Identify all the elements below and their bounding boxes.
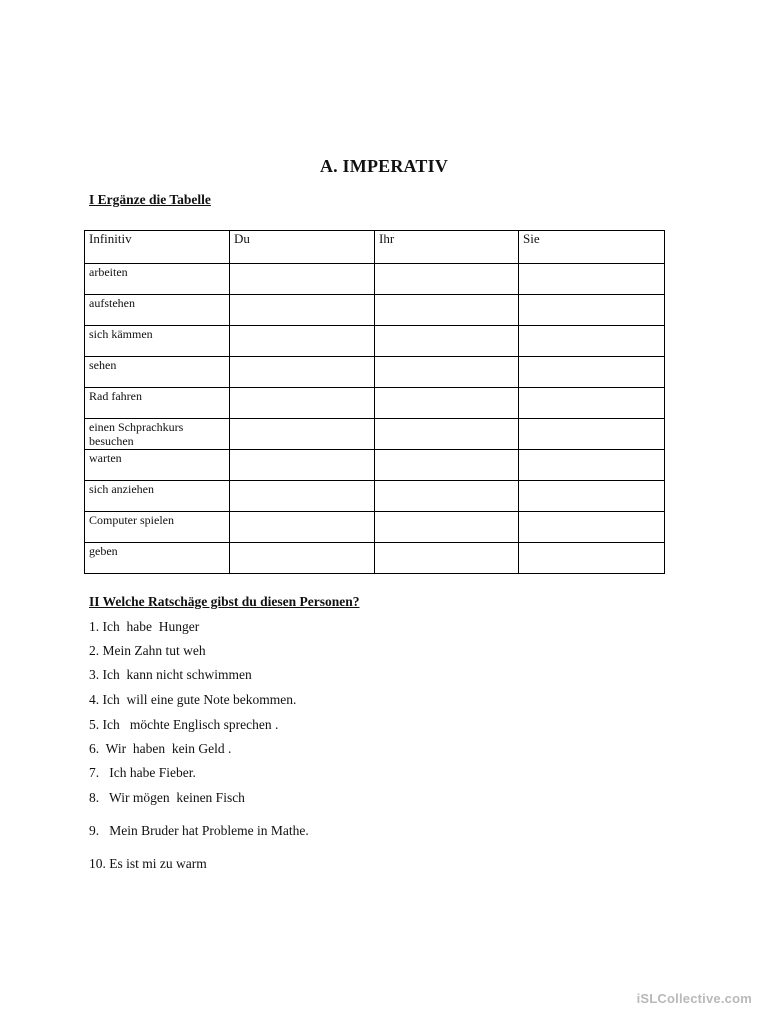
column-header-sie: Sie: [519, 231, 665, 264]
infinitiv-cell: Computer spielen: [85, 512, 230, 543]
table-row: [85, 512, 665, 543]
list-item: 1. Ich habe Hunger: [89, 619, 200, 634]
table-row: [85, 543, 665, 574]
list-item: 10. Es ist mi zu warm: [89, 856, 207, 871]
answer-cell-ihr[interactable]: [375, 450, 519, 481]
answer-cell-sie[interactable]: [519, 419, 665, 450]
answer-cell-sie[interactable]: [519, 326, 665, 357]
infinitiv-cell: geben: [85, 543, 230, 574]
answer-cell-ihr[interactable]: [375, 419, 519, 450]
table-header-row: [85, 231, 665, 264]
answer-cell-ihr[interactable]: [375, 264, 519, 295]
list-item: 9. Mein Bruder hat Probleme in Mathe.: [89, 823, 309, 838]
page-title: A. IMPERATIV: [319, 156, 449, 176]
list-item: 3. Ich kann nicht schwimmen: [89, 667, 252, 682]
answer-cell-du[interactable]: [230, 481, 375, 512]
answer-cell-ihr[interactable]: [375, 388, 519, 419]
answer-cell-ihr[interactable]: [375, 357, 519, 388]
table-row: [85, 450, 665, 481]
table-row: [85, 481, 665, 512]
infinitiv-cell: einen Schprachkurs besuchen: [85, 419, 230, 450]
answer-cell-sie[interactable]: [519, 512, 665, 543]
answer-cell-du[interactable]: [230, 295, 375, 326]
table-row: [85, 264, 665, 295]
infinitiv-cell: aufstehen: [85, 295, 230, 326]
answer-cell-du[interactable]: [230, 419, 375, 450]
column-header-ihr: Ihr: [375, 231, 519, 264]
answer-cell-sie[interactable]: [519, 264, 665, 295]
answer-cell-ihr[interactable]: [375, 481, 519, 512]
answer-cell-ihr[interactable]: [375, 543, 519, 574]
table-row: [85, 326, 665, 357]
section-1-heading: I Ergänze die Tabelle: [89, 192, 211, 207]
answer-cell-du[interactable]: [230, 357, 375, 388]
list-item: 5. Ich möchte Englisch sprechen .: [89, 717, 279, 732]
list-item: 4. Ich will eine gute Note bekommen.: [89, 692, 297, 707]
table-body: [85, 264, 665, 574]
table-row: [85, 419, 665, 450]
answer-cell-du[interactable]: [230, 326, 375, 357]
list-item: 7. Ich habe Fieber.: [89, 765, 196, 780]
answer-cell-sie[interactable]: [519, 388, 665, 419]
answer-cell-ihr[interactable]: [375, 295, 519, 326]
answer-cell-sie[interactable]: [519, 543, 665, 574]
list-item: 2. Mein Zahn tut weh: [89, 643, 206, 658]
answer-cell-du[interactable]: [230, 512, 375, 543]
list-item: 6. Wir haben kein Geld .: [89, 741, 232, 756]
list-item: 8. Wir mögen keinen Fisch: [89, 790, 245, 805]
answer-cell-sie[interactable]: [519, 481, 665, 512]
column-header-du: Du: [230, 231, 375, 264]
answer-cell-ihr[interactable]: [375, 326, 519, 357]
infinitiv-cell: Rad fahren: [85, 388, 230, 419]
table-row: [85, 295, 665, 326]
table-row: [85, 357, 665, 388]
infinitiv-cell: sich anziehen: [85, 481, 230, 512]
infinitiv-cell: sehen: [85, 357, 230, 388]
table-row: [85, 388, 665, 419]
answer-cell-du[interactable]: [230, 264, 375, 295]
infinitiv-cell: warten: [85, 450, 230, 481]
answer-cell-sie[interactable]: [519, 295, 665, 326]
column-header-infinitiv: Infinitiv: [85, 231, 230, 264]
conjugation-table: [84, 230, 665, 574]
infinitiv-cell: arbeiten: [85, 264, 230, 295]
answer-cell-du[interactable]: [230, 450, 375, 481]
answer-cell-ihr[interactable]: [375, 512, 519, 543]
answer-cell-sie[interactable]: [519, 450, 665, 481]
infinitiv-cell: sich kämmen: [85, 326, 230, 357]
watermark-logo: iSLCollective.com: [636, 991, 752, 1006]
section-2-heading: II Welche Ratschäge gibst du diesen Personen?: [89, 594, 360, 609]
answer-cell-du[interactable]: [230, 388, 375, 419]
answer-cell-sie[interactable]: [519, 357, 665, 388]
answer-cell-du[interactable]: [230, 543, 375, 574]
